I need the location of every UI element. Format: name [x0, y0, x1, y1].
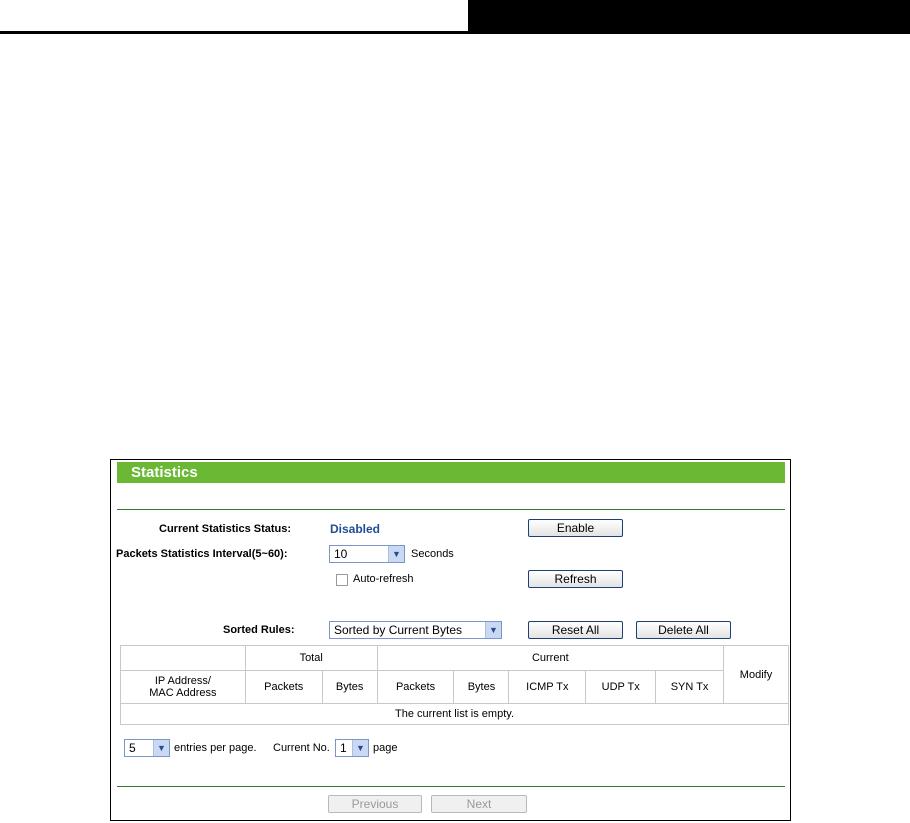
enable-button[interactable]: Enable [528, 519, 623, 537]
interval-label: Packets Statistics Interval(5~60): [116, 548, 288, 560]
delete-all-button[interactable]: Delete All [636, 621, 731, 639]
empty-header-cell [121, 646, 246, 671]
column-header-syn-tx: SYN Tx [656, 671, 724, 704]
table-group-header-row [121, 646, 789, 671]
panel-title: Statistics [117, 462, 785, 483]
document-header-rule [0, 31, 468, 34]
page-select[interactable] [335, 739, 369, 757]
interval-select-value: 10 [334, 547, 348, 561]
status-value: Disabled [330, 522, 381, 536]
interval-unit: Seconds [411, 548, 454, 560]
column-header-icmp-tx: ICMP Tx [509, 671, 586, 704]
column-header-modify: Modify [724, 646, 789, 704]
column-header-current-packets: Packets [377, 671, 454, 704]
refresh-button[interactable]: Refresh [528, 570, 623, 588]
entries-per-page-select[interactable] [124, 739, 170, 757]
column-header-current-bytes: Bytes [454, 671, 509, 704]
auto-refresh-label: Auto-refresh [353, 573, 414, 585]
chevron-down-icon: ▼ [485, 622, 501, 638]
previous-button[interactable]: Previous [328, 795, 422, 813]
interval-select[interactable] [329, 545, 405, 563]
current-no-label: Current No. [273, 742, 330, 754]
footer-divider [117, 786, 785, 787]
group-header-current: Current [377, 646, 723, 671]
chevron-down-icon: ▼ [153, 740, 169, 756]
sorted-rules-select[interactable] [329, 621, 502, 639]
column-header-mac: MAC Address [149, 687, 217, 699]
document-header-bar [468, 0, 910, 34]
entries-per-page-value: 5 [129, 741, 136, 755]
column-header-total-bytes: Bytes [322, 671, 377, 704]
chevron-down-icon: ▼ [352, 740, 368, 756]
reset-all-button[interactable]: Reset All [528, 621, 623, 639]
statistics-panel [110, 459, 791, 821]
column-header-total-packets: Packets [245, 671, 322, 704]
chevron-down-icon: ▼ [388, 546, 404, 562]
page-select-value: 1 [340, 741, 347, 755]
status-label: Current Statistics Status: [159, 523, 292, 535]
table-column-header-row [121, 671, 789, 704]
sorted-rules-select-value: Sorted by Current Bytes [334, 623, 463, 637]
sorted-rules-label: Sorted Rules: [223, 624, 295, 636]
column-header-udp-tx: UDP Tx [586, 671, 656, 704]
empty-list-message: The current list is empty. [121, 704, 789, 725]
next-button[interactable]: Next [431, 795, 527, 813]
statistics-table [120, 645, 789, 725]
entries-per-page-label: entries per page. [174, 742, 257, 754]
column-header-ip-mac [121, 671, 246, 704]
header-divider [117, 509, 785, 510]
column-header-ip: IP Address/ [154, 675, 211, 687]
page-label: page [373, 742, 398, 754]
group-header-total: Total [245, 646, 377, 671]
table-row [121, 704, 789, 725]
auto-refresh-checkbox[interactable] [336, 574, 348, 586]
